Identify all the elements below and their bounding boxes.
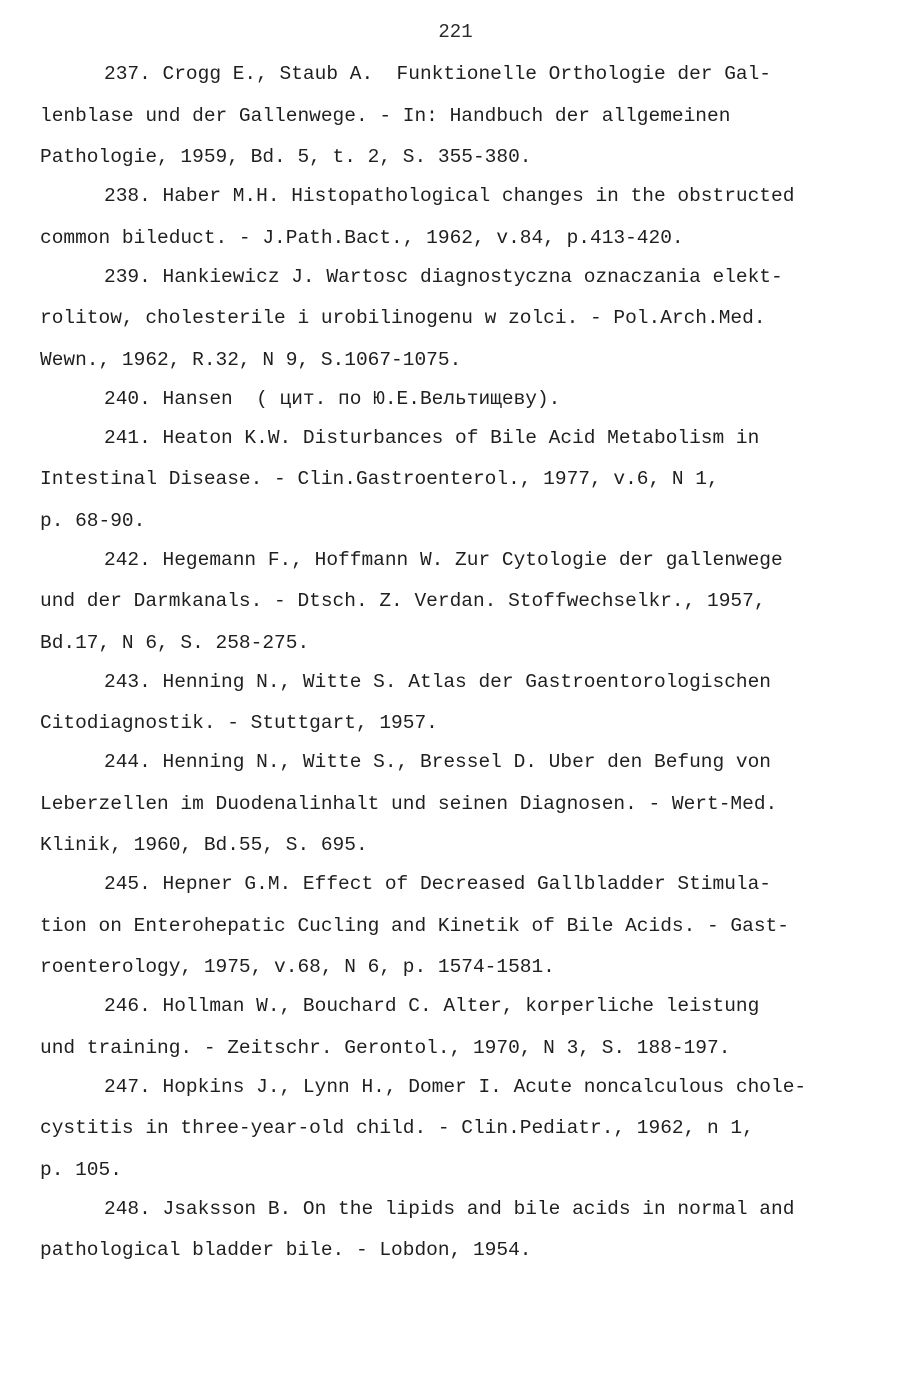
reference-list: [40, 64, 876, 1279]
reference-line: roenterology, 1975, v.68, N 6, p. 1574-1581.: [40, 957, 555, 978]
reference-line: p. 68-90.: [40, 510, 146, 532]
reference-entry: [40, 874, 876, 978]
reference-line: Wewn., 1962, R.32, N 9, S.1067-1075.: [40, 349, 462, 371]
reference-entry: [40, 1077, 876, 1181]
reference-line: 244. Henning N., Witte S., Bressel D. Uber den Befung von: [104, 752, 772, 773]
reference-line: Leberzellen im Duodenalinhalt und seinen Diagnosen. - Wert-Med.: [40, 793, 778, 815]
reference-line: Bd.17, N 6, S. 258-275.: [40, 632, 310, 654]
reference-entry: [40, 267, 876, 371]
reference-line: Klinik, 1960, Bd.55, S. 695.: [40, 835, 368, 856]
reference-line: 238. Haber M.H. Histopathological changes in the obstructed: [104, 186, 795, 207]
reference-line: tion on Enterohepatic Cucling and Kinetik of Bile Acids. - Gast-: [40, 915, 789, 937]
reference-entry: [40, 996, 876, 1059]
reference-entry: [40, 752, 876, 856]
reference-line: 243. Henning N., Witte S. Atlas der Gastroentorologischen: [104, 671, 772, 693]
reference-line: common bileduct. - J.Path.Bact., 1962, v.84, p.413-420.: [40, 227, 684, 249]
reference-entry: [40, 672, 876, 735]
reference-line: rolitow, cholesterile i urobilinogenu w zolci. - Pol.Arch.Med.: [40, 308, 766, 329]
reference-line: Pathologie, 1959, Bd. 5, t. 2, S. 355-380.: [40, 147, 532, 168]
reference-line: 245. Hepner G.M. Effect of Decreased Gallbladder Stimula-: [104, 874, 772, 895]
reference-line: 247. Hopkins J., Lynn H., Domer I. Acute noncalculous chole-: [104, 1076, 807, 1098]
reference-line: 246. Hollman W., Bouchard C. Alter, korperliche leistung: [104, 996, 760, 1017]
reference-line: 239. Hankiewicz J. Wartosc diagnostyczna oznaczania elekt-: [104, 266, 783, 288]
reference-entry: [40, 64, 876, 168]
reference-line: 237. Crogg E., Staub A. Funktionelle Orthologie der Gal-: [104, 64, 772, 85]
reference-line: lenblase und der Gallenwege. - In: Handbuch der allgemeinen: [40, 105, 731, 127]
reference-entry: [40, 389, 876, 410]
page-number: 221: [438, 21, 473, 43]
reference-line: 240. Hansen ( цит. по Ю.Е.Вельтищеву).: [104, 388, 561, 410]
reference-line: p. 105.: [40, 1159, 122, 1181]
reference-entry: [40, 550, 876, 654]
reference-line: 248. Jsaksson B. On the lipids and bile acids in normal and: [104, 1198, 795, 1220]
reference-line: cystitis in three-year-old child. - Clin.Pediatr., 1962, n 1,: [40, 1118, 754, 1139]
reference-line: Citodiagnostik. - Stuttgart, 1957.: [40, 713, 438, 734]
reference-line: 241. Heaton K.W. Disturbances of Bile Acid Metabolism in: [104, 427, 760, 449]
reference-entry: [40, 1199, 876, 1262]
reference-line: und training. - Zeitschr. Gerontol., 1970, N 3, S. 188-197.: [40, 1037, 731, 1059]
reference-line: Intestinal Disease. - Clin.Gastroenterol., 1977, v.6, N 1,: [40, 469, 719, 490]
reference-line: pathological bladder bile. - Lobdon, 1954.: [40, 1240, 532, 1261]
reference-entry: [40, 428, 876, 532]
reference-line: und der Darmkanals. - Dtsch. Z. Verdan. Stoffwechselkr., 1957,: [40, 591, 766, 612]
reference-entry: [40, 186, 876, 249]
reference-line: 242. Hegemann F., Hoffmann W. Zur Cytologie der gallenwege: [104, 549, 783, 571]
